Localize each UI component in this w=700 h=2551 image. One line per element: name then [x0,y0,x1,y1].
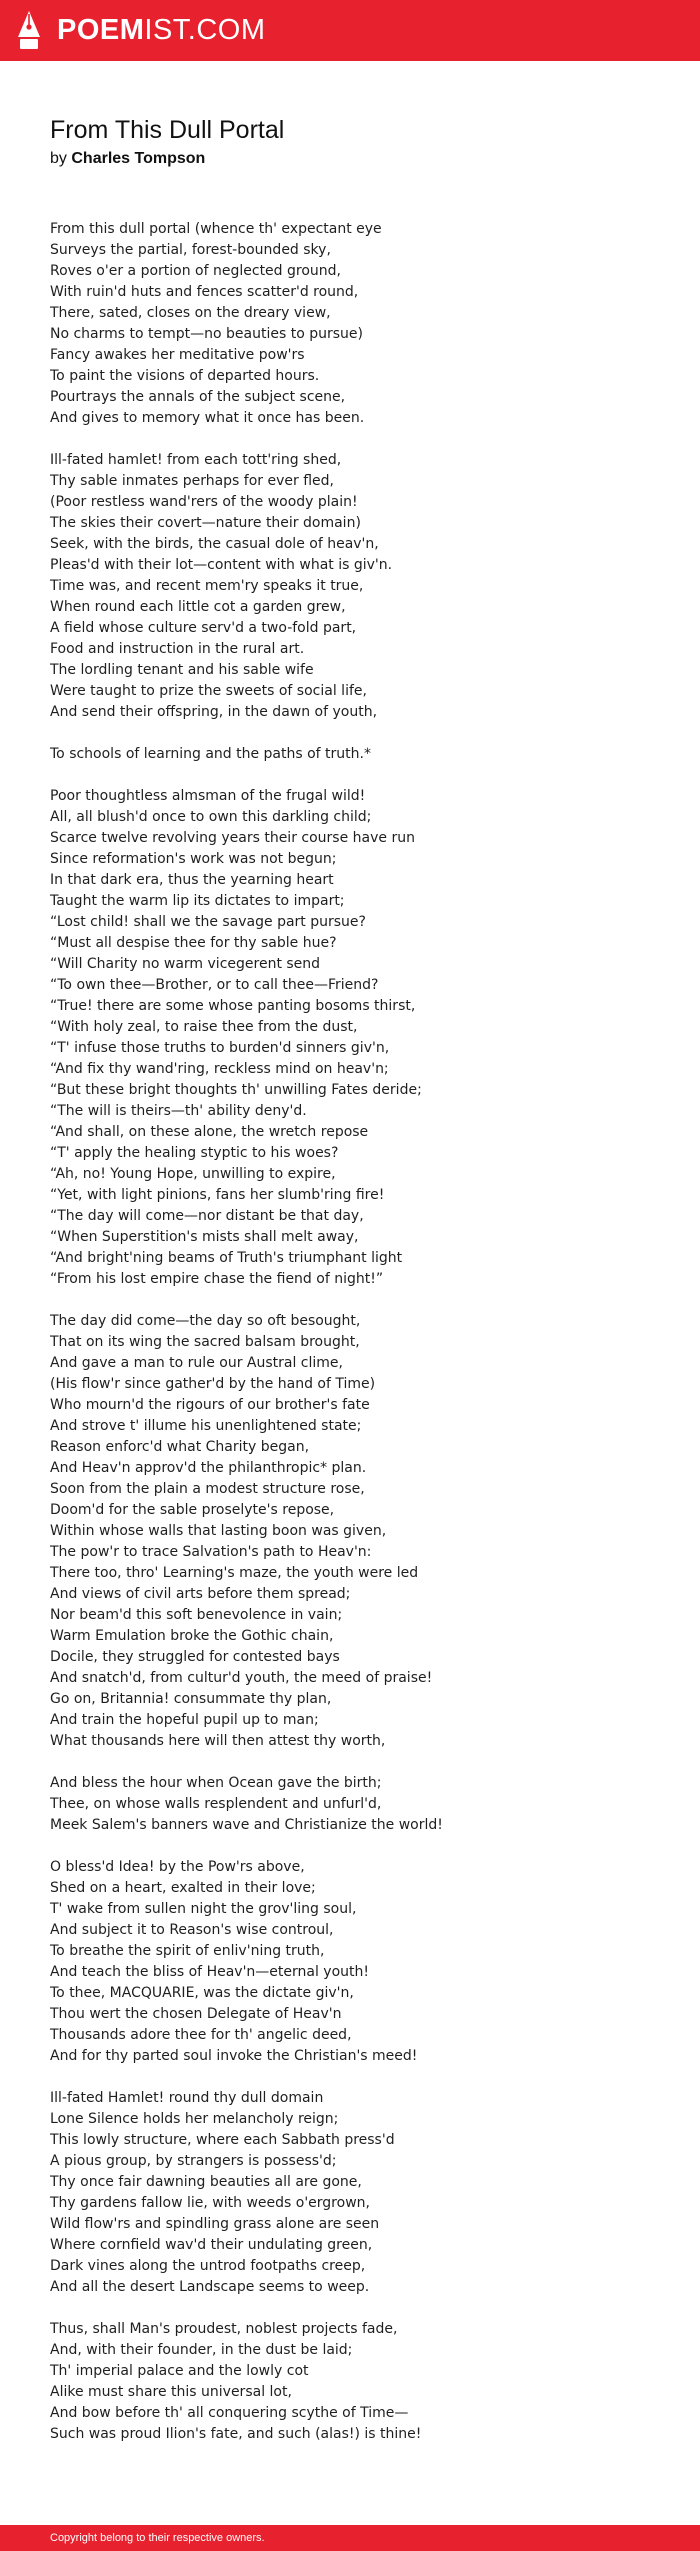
poem-line: To breathe the spirit of enliv'ning truth, [50,1943,325,1959]
poem-line: In that dark era, thus the yearning heart [50,872,334,888]
poem-line: Pleas'd with their lot—content with what is giv'n. [50,557,393,573]
poem-line: There, sated, closes on the dreary view, [50,305,331,321]
poem-line: Ill-fated hamlet! from each tott'ring shed, [50,452,342,468]
poem-line: A pious group, by strangers is possess'd; [50,2153,337,2169]
poem-line: Within whose walls that lasting boon was given, [50,1523,387,1539]
poem-line: And, with their founder, in the dust be laid; [50,2342,353,2358]
poem-line: Docile, they struggled for contested bays [50,1649,340,1665]
poem-line: “And shall, on these alone, the wretch repose [50,1124,369,1140]
poem-line: And subject it to Reason's wise controul, [50,1922,334,1938]
poem-line: Th' imperial palace and the lowly cot [50,2363,309,2379]
poem-line: And Heav'n approv'd the philanthropic* plan. [50,1460,367,1476]
poem-line: That on its wing the sacred balsam brought, [50,1334,360,1350]
poem-line: Wild flow'rs and spindling grass alone are seen [50,2216,380,2232]
poem-line: The skies their covert—nature their domain) [50,515,361,531]
stanza [50,1773,670,1836]
footer-bar [0,2525,700,2551]
poem-line: Thee, on whose walls resplendent and unfurl'd, [50,1796,382,1812]
poem-line: “When Superstition's mists shall melt away, [50,1229,359,1245]
poem-line: Thousands adore thee for th' angelic deed, [50,2027,352,2043]
poem-line: T' wake from sullen night the grov'ling soul, [50,1901,357,1917]
poem-line: And all the desert Landscape seems to weep. [50,2279,370,2295]
poem-line: O bless'd Idea! by the Pow'rs above, [50,1859,305,1875]
stanza [50,786,670,1290]
poem-line: All, all blush'd once to own this darkling child; [50,809,372,825]
poem-line: “True! there are some whose panting bosoms thirst, [50,998,416,1014]
stanza [50,2319,670,2445]
poem-line: Time was, and recent mem'ry speaks it true, [50,578,364,594]
poem-line: Were taught to prize the sweets of social life, [50,683,367,699]
poem-line: And send their offspring, in the dawn of youth, [50,704,378,720]
poem-line: And teach the bliss of Heav'n—eternal youth! [50,1964,370,1980]
poem-line: Surveys the partial, forest-bounded sky, [50,242,331,258]
top-bar [0,0,700,61]
poem-line: Meek Salem's banners wave and Christianize the world! [50,1817,443,1833]
poem-line: “The day will come—nor distant be that day, [50,1208,364,1224]
stanza [50,1311,670,1752]
poem-line: There too, thro' Learning's maze, the youth were led [50,1565,419,1581]
poem-line: Alike must share this universal lot, [50,2384,292,2400]
poem-line: “Lost child! shall we the savage part pursue? [50,914,366,930]
poem-line: And strove t' illume his unenlightened state; [50,1418,362,1434]
poem-line: Ill-fated Hamlet! round thy dull domain [50,2090,324,2106]
poem-line: “From his lost empire chase the fiend of night!” [50,1271,384,1287]
poem-line: Thy gardens fallow lie, with weeds o'ergrown, [50,2195,370,2211]
poem-line: The pow'r to trace Salvation's path to Heav'n: [50,1544,372,1560]
poem-line: Doom'd for the sable proselyte's repose, [50,1502,335,1518]
author-link[interactable]: Charles Tompson [71,150,206,167]
poem-line: And gave a man to rule our Austral clime, [50,1355,343,1371]
poem-line: “T' infuse those truths to burden'd sinners giv'n, [50,1040,390,1056]
poem-line: And bless the hour when Ocean gave the birth; [50,1775,382,1791]
copyright-text: Copyright belong to their respective owners. [50,2532,265,2544]
poem-line: Since reformation's work was not begun; [50,851,337,867]
stanza [50,219,670,429]
poem-line: Fancy awakes her meditative pow'rs [50,347,305,363]
poem-line: From this dull portal (whence th' expectant eye [50,221,382,237]
poem-line: Soon from the plain a modest structure rose, [50,1481,365,1497]
poem-line: “Ah, no! Young Hope, unwilling to expire, [50,1166,336,1182]
poem-line: (Poor restless wand'rers of the woody plain! [50,494,358,510]
poem-line: What thousands here will then attest thy worth, [50,1733,386,1749]
poem-line: Pourtrays the annals of the subject scene, [50,389,346,405]
poem-title: From This Dull Portal [50,116,285,144]
poem-line: Where cornfield wav'd their undulating green, [50,2237,373,2253]
poem-line: Thus, shall Man's proudest, noblest projects fade, [50,2321,398,2337]
stanza [50,2088,670,2298]
poem-line: To thee, MACQUARIE, was the dictate giv'n, [50,1985,354,2001]
poem-line: Scarce twelve revolving years their course have run [50,830,415,846]
stanza [50,744,670,765]
poem-line: Nor beam'd this soft benevolence in vain; [50,1607,343,1623]
poem-line: “And bright'ning beams of Truth's triumphant light [50,1250,403,1266]
poem-line: “But these bright thoughts th' unwilling Fates deride; [50,1082,422,1098]
poem-line: Such was proud Ilion's fate, and such (alas!) is thine! [50,2426,422,2442]
by-label: by [50,150,67,167]
poem-line: Shed on a heart, exalted in their love; [50,1880,316,1896]
stanza [50,1857,670,2067]
poem-line: A field whose culture serv'd a two-fold part, [50,620,357,636]
poem-line: To schools of learning and the paths of truth.* [50,746,371,762]
poem-line: This lowly structure, where each Sabbath press'd [50,2132,395,2148]
poem-line: “To own thee—Brother, or to call thee—Friend? [50,977,379,993]
logo-bold-text: POEM [57,14,145,46]
poem-line: Food and instruction in the rural art. [50,641,305,657]
site-logo-text [57,10,266,50]
poem-line: Lone Silence holds her melancholy reign; [50,2111,339,2127]
poem-line: And bow before th' all conquering scythe of Time— [50,2405,409,2421]
poem-body [50,219,670,2466]
poem-line: “The will is theirs—th' ability deny'd. [50,1103,307,1119]
poem-line: Thou wert the chosen Delegate of Heav'n [50,2006,342,2022]
poem-line: Warm Emulation broke the Gothic chain, [50,1628,334,1644]
poem-line: Reason enforc'd what Charity began, [50,1439,310,1455]
stanza [50,450,670,723]
poem-line: “With holy zeal, to raise thee from the dust, [50,1019,358,1035]
poem-line: Seek, with the birds, the casual dole of heav'n, [50,536,379,552]
poem-line: Taught the warm lip its dictates to impart; [50,893,345,909]
poem-line: “Must all despise thee for thy sable hue? [50,935,337,951]
poem-line: “Will Charity no warm vicegerent send [50,956,321,972]
poem-line: With ruin'd huts and fences scatter'd round, [50,284,359,300]
poem-line: When round each little cot a garden grew, [50,599,346,615]
poem-line: And for thy parted soul invoke the Christian's meed! [50,2048,418,2064]
poem-line: (His flow'r since gather'd by the hand of Time) [50,1376,376,1392]
pen-nib-icon [17,10,41,50]
poem-line: “And fix thy wand'ring, reckless mind on heav'n; [50,1061,389,1077]
poem-line: Who mourn'd the rigours of our brother's fate [50,1397,370,1413]
poem-line: And views of civil arts before them spread; [50,1586,351,1602]
poem-line: Thy sable inmates perhaps for ever fled, [50,473,334,489]
poem-line: “T' apply the healing styptic to his woes? [50,1145,339,1161]
poem-line: No charms to tempt—no beauties to pursue) [50,326,363,342]
poem-line: And gives to memory what it once has been. [50,410,365,426]
poem-line: The day did come—the day so oft besought, [50,1313,361,1329]
site-logo-link[interactable] [17,10,266,50]
poem-line: Dark vines along the untrod footpaths creep, [50,2258,366,2274]
poem-line: Go on, Britannia! consummate thy plan, [50,1691,332,1707]
poem-line: Roves o'er a portion of neglected ground, [50,263,341,279]
poem-line: Thy once fair dawning beauties all are gone, [50,2174,362,2190]
poem-line: And snatch'd, from cultur'd youth, the meed of praise! [50,1670,433,1686]
poem-line: To paint the visions of departed hours. [50,368,320,384]
poem-line: “Yet, with light pinions, fans her slumb'ring fire! [50,1187,385,1203]
poem-line: The lordling tenant and his sable wife [50,662,314,678]
poem-line: And train the hopeful pupil up to man; [50,1712,319,1728]
byline [50,148,205,170]
logo-light-text: IST.COM [144,14,266,46]
poem-line: Poor thoughtless almsman of the frugal wild! [50,788,366,804]
